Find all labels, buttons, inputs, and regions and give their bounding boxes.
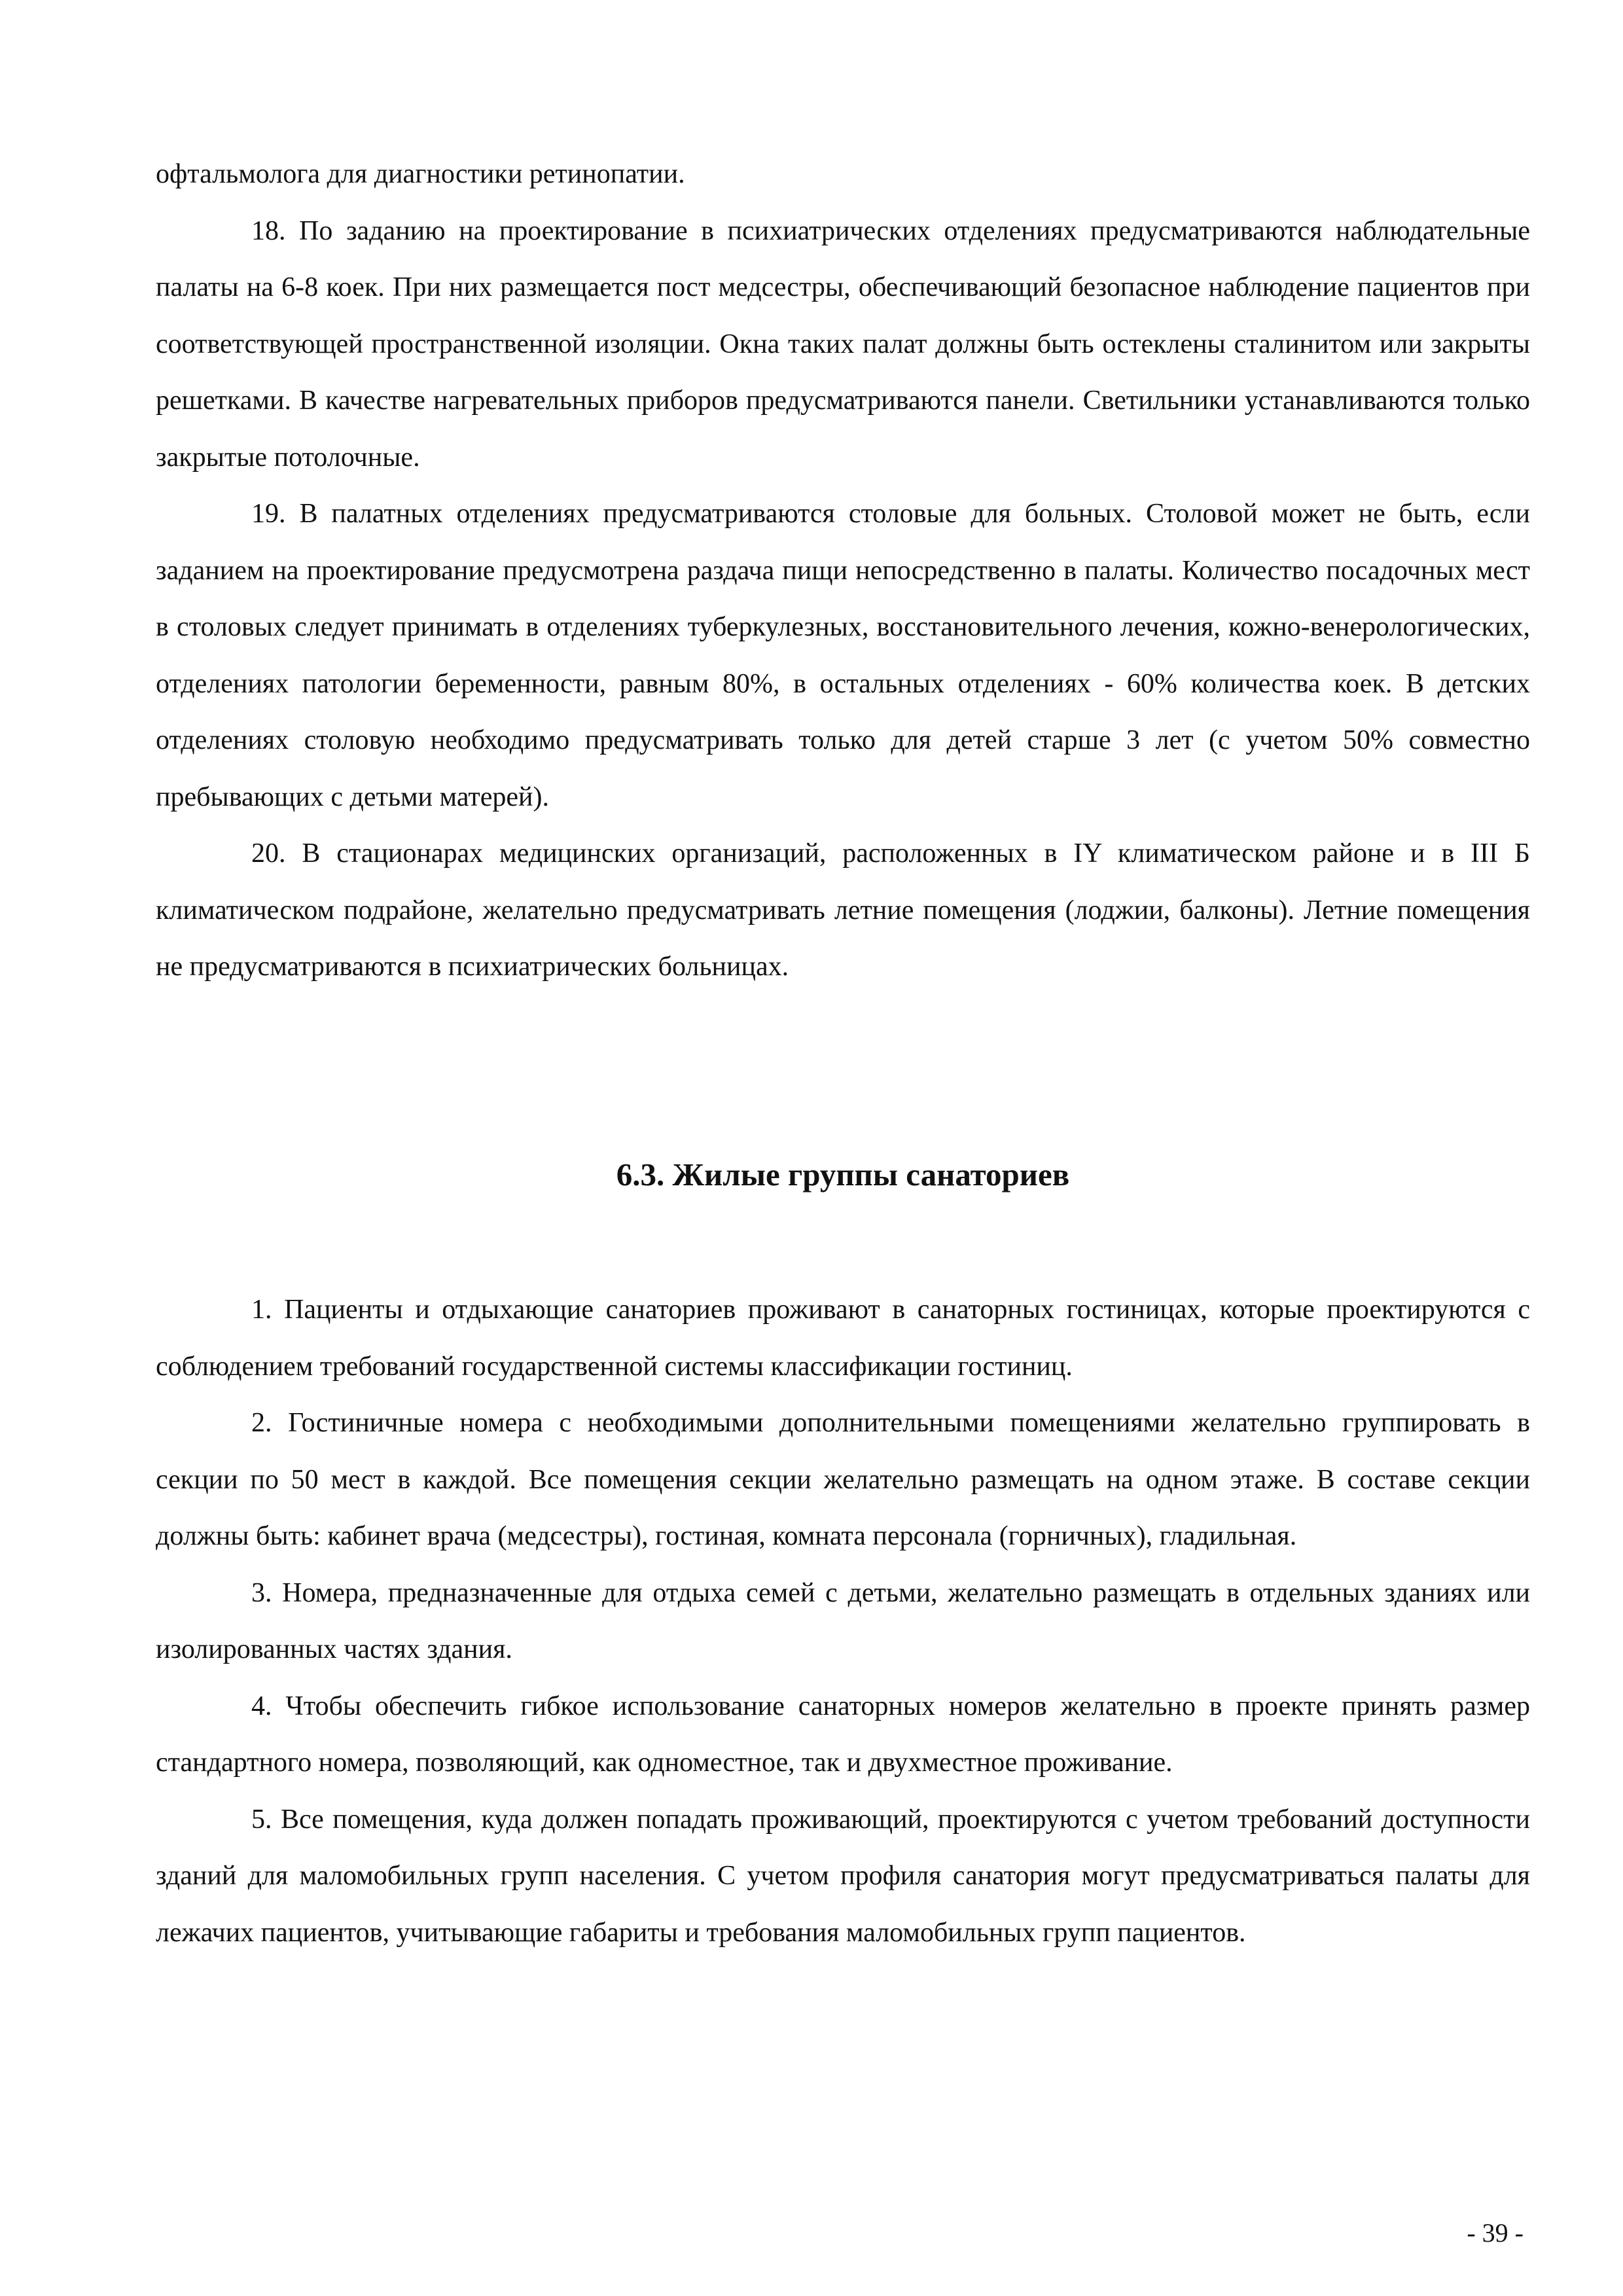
text-block-lower [156, 1282, 1530, 1961]
paragraph-continuation: офтальмолога для диагностики ретинопатии. [156, 159, 685, 189]
paragraph-item-18: 18. По заданию на проектирование в психиатрических отделениях предусматриваются наблюдательные палаты на 6-8 коек. При них размещается пост медсестры, обеспечивающий безопасное наблюдение пациентов при соответствующей пространственной изоляции. Окна таких палат должны быть остеклены сталинитом или закрыты решетками. В качестве нагревательных приборов предусматриваются панели. Светильники устанавливаются только закрытые потолочные. [156, 215, 1530, 473]
paragraph-item-5: 5. Все помещения, куда должен попадать проживающий, проектируются с учетом требований доступности зданий для маломобильных групп населения. С учетом профиля санатория могут предусматриваться палаты для лежачих пациентов, учитывающие габариты и требования маломобильных групп пациентов. [156, 1804, 1530, 1948]
section-heading: 6.3. Жилые группы санаториев [616, 1157, 1070, 1193]
text-block-upper [156, 146, 1530, 996]
page-number: - 39 - [1467, 2218, 1524, 2248]
paragraph-item-19: 19. В палатных отделениях предусматриваются столовые для больных. Столовой может не быть, если заданием на проектирование предусмотрена раздача пищи непосредственно в палаты. Количество посадочных мест в столовых следует принимать в отделениях туберкулезных, восстановительного лечения, кожно-венерологических, отделениях патологии беременности, равным 80%, в остальных отделениях - 60% количества коек. В детских отделениях столовую необходимо предусматривать только для детей старше 3 лет (с учетом 50% совместно пребывающих с детьми матерей). [156, 499, 1530, 812]
paragraph-item-1: 1. Пациенты и отдыхающие санаториев проживают в санаторных гостиницах, которые проектируются с соблюдением требований государственной системы классификации гостиниц. [156, 1295, 1530, 1382]
paragraph-item-4: 4. Чтобы обеспечить гибкое использование санаторных номеров желательно в проекте принять размер стандартного номера, позволяющий, как одноместное, так и двухместное проживание. [156, 1691, 1530, 1778]
paragraph-item-20: 20. В стационарах медицинских организаций, расположенных в IY климатическом районе и в III Б климатическом подрайоне, желательно предусматривать летние помещения (лоджии, балконы). Летние помещения не предусматриваются в психиатрических больницах. [156, 838, 1530, 982]
paragraph-item-2: 2. Гостиничные номера с необходимыми дополнительными помещениями желательно группировать в секции по 50 мест в каждой. Все помещения секции желательно размещать на одном этаже. В составе секции должны быть: кабинет врача (медсестры), гостиная, комната персонала (горничных), гладильная. [156, 1408, 1530, 1551]
paragraph-item-3: 3. Номера, предназначенные для отдыха семей с детьми, желательно размещать в отдельных зданиях или изолированных частях здания. [156, 1577, 1530, 1664]
